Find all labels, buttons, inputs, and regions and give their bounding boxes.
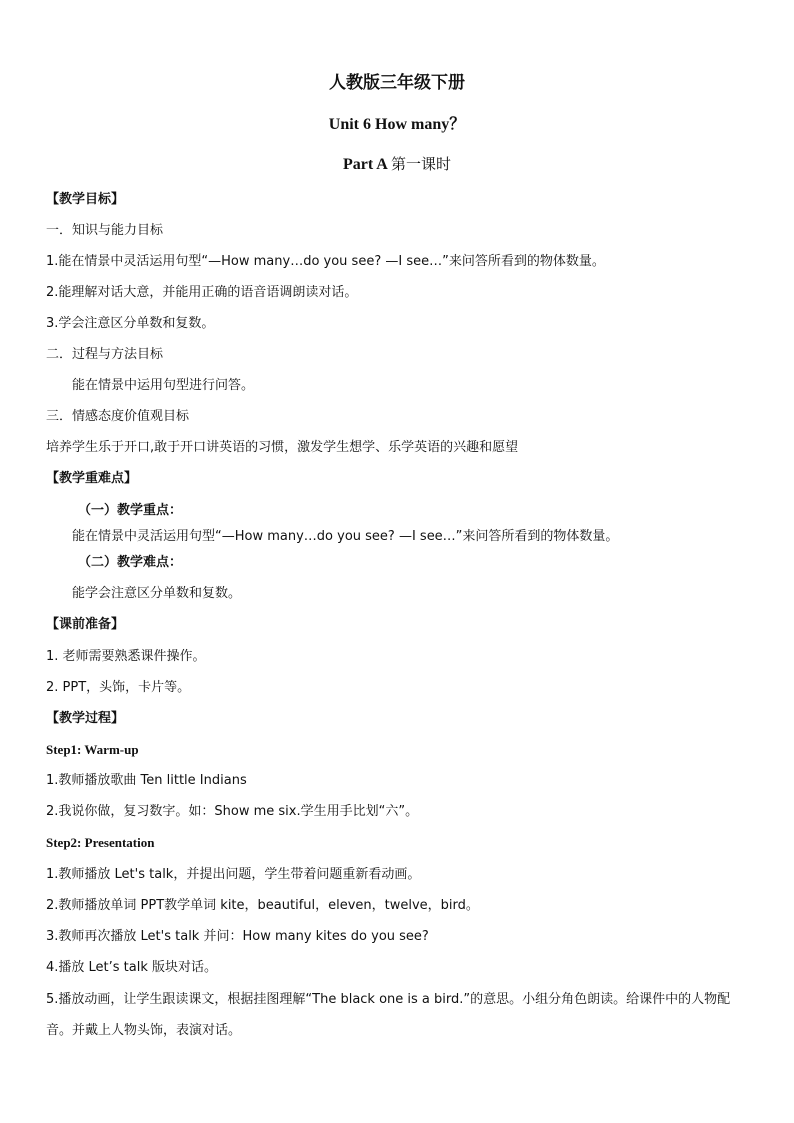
part-label: Part A xyxy=(342,156,387,173)
difficulty-item: 能学会注意区分单数和复数。 xyxy=(72,586,242,601)
step2-item-1: 1.教师播放 Let's talk，并提出问题，学生带着问题重新看动画。 xyxy=(46,867,421,882)
step2-item-4: 4.播放 Let’s talk 版块对话。 xyxy=(46,960,218,975)
lesson-label: 第一课时 xyxy=(390,155,451,173)
step2-item-5: 5.播放动画，让学生跟读课文，根据挂图理解“The black one is a bird.”的意思。小组分角色朗读。给课件中的人物配 xyxy=(46,992,731,1007)
knowledge-item-1: 1.能在情景中灵活运用句型“—How many…do you see? —I see…”来问答所看到的物体数量。 xyxy=(46,254,605,269)
process-heading: 【教学过程】 xyxy=(46,711,125,726)
step2-item-2: 2.教师播放单词 PPT教学单词 kite，beautiful，eleven，twelve，bird。 xyxy=(46,898,479,913)
step2-heading: Step2: Presentation xyxy=(46,835,155,850)
step2-item-3: 3.教师再次播放 Let's talk 并问：How many kites do you see? xyxy=(46,929,429,944)
focus-item: 能在情景中灵活运用句型“—How many…do you see? —I see…”来问答所看到的物体数量。 xyxy=(72,529,619,544)
key-points-heading: 【教学重难点】 xyxy=(46,471,138,486)
document-title: 人教版三年级下册 xyxy=(329,73,465,92)
part-title xyxy=(0,153,794,174)
preparation-heading: 【课前准备】 xyxy=(46,617,125,632)
knowledge-heading: 一．知识与能力目标 xyxy=(46,223,164,238)
process-objective-item: 能在情景中运用句型进行问答。 xyxy=(72,378,255,393)
emotion-heading: 三．情感态度价值观目标 xyxy=(46,409,190,424)
step1-item-1: 1.教师播放歌曲 Ten little Indians xyxy=(46,773,247,788)
emotion-item: 培养学生乐于开口,敢于开口讲英语的习惯，激发学生想学、乐学英语的兴趣和愿望 xyxy=(46,440,519,455)
step2-item-5-continued: 音。并戴上人物头饰，表演对话。 xyxy=(46,1023,242,1038)
unit-title: Unit 6 How many？ xyxy=(328,116,466,133)
difficulty-heading: （二）教学难点： xyxy=(78,555,183,570)
objectives-heading: 【教学目标】 xyxy=(46,192,125,207)
preparation-item-1: 1. 老师需要熟悉课件操作。 xyxy=(46,649,206,664)
knowledge-item-2: 2.能理解对话大意，并能用正确的语音语调朗读对话。 xyxy=(46,285,358,300)
step1-heading: Step1: Warm-up xyxy=(46,742,139,757)
focus-heading: （一）教学重点： xyxy=(78,503,183,518)
preparation-item-2: 2. PPT，头饰，卡片等。 xyxy=(46,680,191,695)
step1-item-2: 2.我说你做，复习数字。如：Show me six.学生用手比划“六”。 xyxy=(46,804,419,819)
knowledge-item-3: 3.学会注意区分单数和复数。 xyxy=(46,316,215,331)
process-objective-heading: 二．过程与方法目标 xyxy=(46,347,164,362)
